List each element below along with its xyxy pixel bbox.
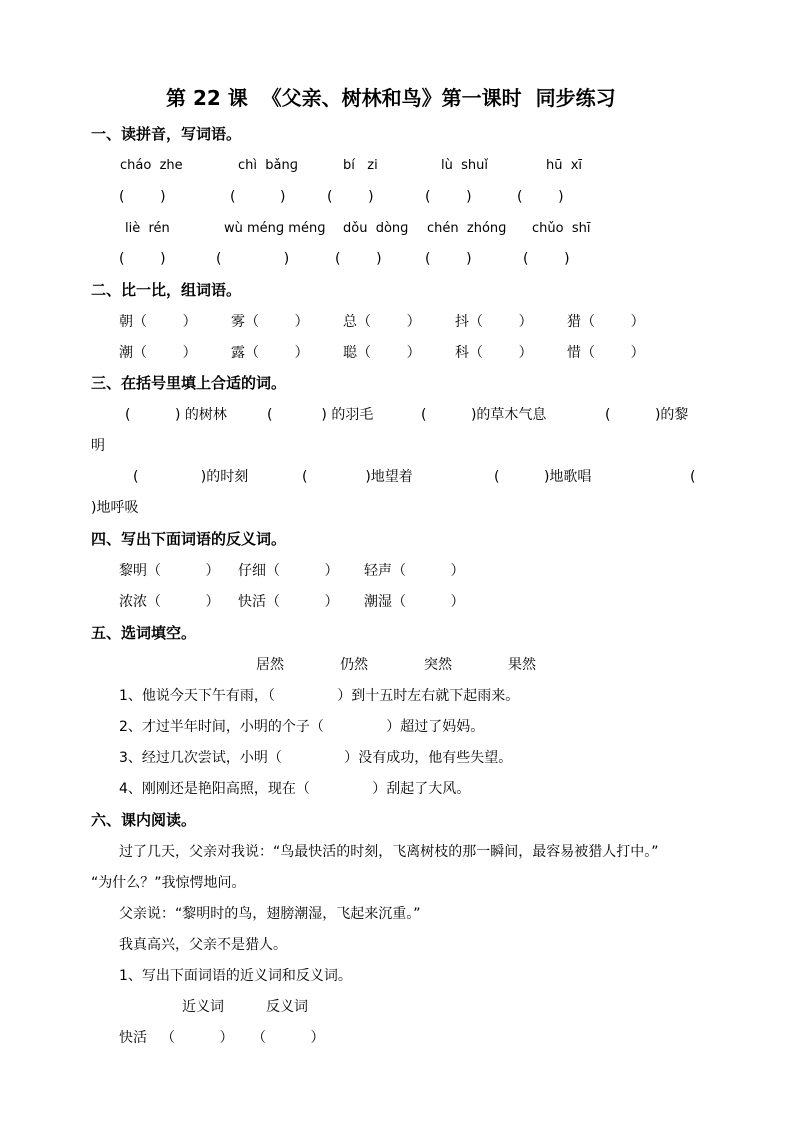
pinyin-item: chǔo shī [532, 221, 591, 236]
answer-blank[interactable]: ( ) [517, 189, 564, 205]
antonym-item[interactable]: 浓浓（ ） [119, 594, 220, 610]
pinyin-item: wù ménɡ ménɡ [224, 221, 326, 236]
pinyin-item: hū xī [546, 158, 583, 173]
answer-blank[interactable]: ( ) [327, 189, 374, 205]
synonym-blank[interactable]: （ ） [161, 1030, 234, 1046]
fill-continuation: )地呼吸 [91, 500, 139, 516]
pinyin-item: bí zi [343, 158, 378, 173]
fill-item[interactable]: ( [690, 469, 696, 485]
compare-item[interactable]: 露（ ） [231, 345, 309, 361]
reading-paragraph: 过了几天，父亲对我说：“鸟最快活的时刻，飞离树枝的那一瞬间，最容易被猎人打中。” [119, 844, 659, 860]
reading-paragraph: “为什么？”我惊愕地问。 [91, 875, 246, 891]
fill-item[interactable]: ( )地歌唱 [494, 469, 592, 485]
section-2-heading: 二、比一比，组词语。 [91, 281, 242, 299]
answer-blank[interactable]: ( ) [425, 251, 472, 267]
fill-item[interactable]: ( ) 的羽毛 [267, 407, 374, 423]
word-option: 居然 [256, 657, 284, 673]
answer-blank[interactable]: ( ) [119, 251, 166, 267]
reading-word: 快活 [119, 1030, 147, 1046]
question-item[interactable]: 2、才过半年时间，小明的个子（ ）超过了妈妈。 [119, 719, 485, 735]
compare-item[interactable]: 猎（ ） [567, 314, 645, 330]
section-6-heading: 六、课内阅读。 [91, 811, 197, 829]
compare-item[interactable]: 科（ ） [455, 345, 533, 361]
pinyin-item: dǒu dònɡ [343, 221, 409, 236]
word-option: 果然 [508, 657, 536, 673]
word-option: 突然 [424, 657, 452, 673]
section-5-heading: 五、选词填空。 [91, 624, 197, 642]
column-header-antonym: 反义词 [266, 999, 308, 1015]
column-header-synonym: 近义词 [182, 999, 224, 1015]
answer-blank[interactable]: ( ) [119, 189, 166, 205]
fill-item[interactable]: ( )的黎 [605, 407, 689, 423]
page-title: 第 22 课 《父亲、树林和鸟》第一课时 同步练习 [166, 86, 616, 110]
compare-item[interactable]: 潮（ ） [119, 345, 197, 361]
question-item[interactable]: 3、经过几次尝试，小明（ ）没有成功，他有些失望。 [119, 750, 513, 766]
antonym-item[interactable]: 轻声（ ） [364, 563, 465, 579]
compare-item[interactable]: 总（ ） [343, 314, 421, 330]
fill-item[interactable]: ( )地望着 [302, 469, 413, 485]
antonym-item[interactable]: 仔细（ ） [238, 563, 339, 579]
fill-item[interactable]: ( ) 的树林 [125, 407, 227, 423]
question-item[interactable]: 1、他说今天下午有雨，（ ）到十五时左右就下起雨来。 [119, 688, 520, 704]
antonym-item[interactable]: 快活（ ） [238, 594, 339, 610]
fill-item[interactable]: ( )的草木气息 [421, 407, 547, 423]
answer-blank[interactable]: ( ) [425, 189, 472, 205]
reading-paragraph: 父亲说：“黎明时的鸟，翅膀潮湿，飞起来沉重。” [119, 906, 421, 922]
word-option: 仍然 [340, 657, 368, 673]
answer-blank[interactable]: ( ) [523, 251, 570, 267]
section-3-heading: 三、在括号里填上合适的词。 [91, 374, 287, 392]
fill-continuation: 明 [91, 438, 105, 454]
compare-item[interactable]: 惜（ ） [567, 345, 645, 361]
question-item[interactable]: 4、刚刚还是艳阳高照，现在（ ）刮起了大风。 [119, 781, 471, 797]
pinyin-item: cháo zhe [120, 158, 183, 173]
antonym-item[interactable]: 黎明（ ） [119, 563, 220, 579]
pinyin-item: lù shuǐ [441, 158, 488, 173]
compare-item[interactable]: 聪（ ） [343, 345, 421, 361]
reading-paragraph: 我真高兴，父亲不是猎人。 [119, 937, 287, 953]
antonym-item[interactable]: 潮湿（ ） [364, 594, 465, 610]
answer-blank[interactable]: ( ) [335, 251, 382, 267]
reading-question: 1、写出下面词语的近义词和反义词。 [119, 968, 352, 984]
pinyin-item: chì bǎnɡ [238, 158, 298, 173]
answer-blank[interactable]: ( ) [230, 189, 286, 205]
section-4-heading: 四、写出下面词语的反义词。 [91, 530, 287, 548]
antonym-blank[interactable]: （ ） [252, 1030, 325, 1046]
section-1-heading: 一、读拼音，写词语。 [91, 125, 242, 143]
pinyin-item: chén zhónɡ [427, 221, 507, 236]
compare-item[interactable]: 抖（ ） [455, 314, 533, 330]
compare-item[interactable]: 雾（ ） [231, 314, 309, 330]
fill-item[interactable]: ( )的时刻 [133, 469, 249, 485]
compare-item[interactable]: 朝（ ） [119, 314, 197, 330]
answer-blank[interactable]: ( ) [216, 251, 290, 267]
pinyin-item: liè rén [125, 221, 170, 236]
